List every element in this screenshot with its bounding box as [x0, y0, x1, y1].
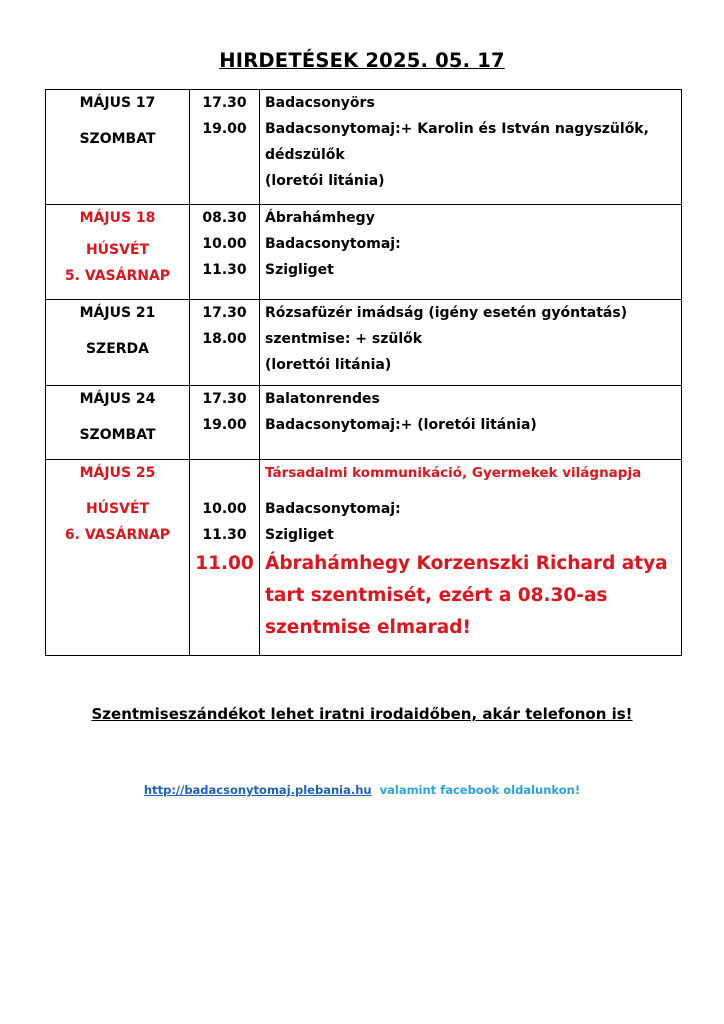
- time-cell: [190, 300, 260, 386]
- table-row: [46, 205, 682, 300]
- schedule-table: [45, 89, 682, 656]
- event-header-line: Társadalmi kommunikáció, Gyermekek világnapja: [265, 465, 642, 481]
- website-line: [0, 783, 724, 797]
- website-suffix: valamint facebook oldalunkon!: [371, 783, 581, 797]
- event-line: Szigliget: [265, 527, 334, 543]
- weekday-label: SZERDA: [85, 341, 150, 357]
- event-line: (loretói litánia): [265, 173, 385, 189]
- event-line: Badacsonytomaj:: [265, 501, 401, 517]
- date-label: MÁJUS 17: [79, 95, 156, 111]
- time-cell: [190, 90, 260, 205]
- holiday-label: HÚSVÉT: [85, 501, 150, 517]
- time-value-highlight: 11.00: [195, 553, 254, 574]
- event-line-highlight: szentmise elmarad!: [265, 617, 471, 638]
- event-line: Badacsonytomaj:+ (loretói litánia): [265, 417, 537, 433]
- table-row: [46, 386, 682, 460]
- time-value: 17.30: [202, 305, 247, 321]
- event-cell: [260, 300, 682, 386]
- date-label: MÁJUS 18: [79, 210, 156, 226]
- event-line-highlight: tart szentmisét, ezért a 08.30-as: [265, 585, 608, 606]
- weekday-label: SZOMBAT: [79, 427, 156, 443]
- time-cell: [190, 386, 260, 460]
- holiday-label: HÚSVÉT: [85, 242, 150, 258]
- time-value: 10.00: [202, 501, 247, 517]
- event-cell: [260, 460, 682, 656]
- event-line: Szigliget: [265, 262, 334, 278]
- event-line: Ábrahámhegy: [265, 210, 375, 226]
- time-value: 17.30: [202, 95, 247, 111]
- table-row: [46, 90, 682, 205]
- event-line: Balatonrendes: [265, 391, 380, 407]
- event-line: Badacsonytomaj:+ Karolin és István nagyszülők,: [265, 121, 649, 137]
- time-value: 19.00: [202, 121, 247, 137]
- table-row: [46, 460, 682, 656]
- website-link[interactable]: http://badacsonytomaj.plebania.hu: [143, 783, 372, 797]
- day-cell: [46, 205, 190, 300]
- day-cell: [46, 386, 190, 460]
- time-value: 11.30: [202, 527, 247, 543]
- event-cell: [260, 386, 682, 460]
- event-cell: [260, 90, 682, 205]
- event-line: szentmise: + szülők: [265, 331, 423, 347]
- date-label: MÁJUS 21: [79, 305, 156, 321]
- page-title: HIRDETÉSEK 2025. 05. 17: [219, 49, 505, 72]
- event-line-highlight: Ábrahámhegy Korzenszki Richard atya: [265, 553, 668, 574]
- weekday-label: SZOMBAT: [79, 131, 156, 147]
- sunday-label: 6. VASÁRNAP: [64, 527, 171, 543]
- date-label: MÁJUS 25: [79, 465, 156, 481]
- time-value: 19.00: [202, 417, 247, 433]
- day-cell: [46, 90, 190, 205]
- day-cell: [46, 460, 190, 656]
- time-value: 17.30: [202, 391, 247, 407]
- time-value: 08.30: [202, 210, 247, 226]
- event-line: Badacsonyörs: [265, 95, 375, 111]
- event-line: Rózsafüzér imádság (igény esetén gyóntatás): [265, 305, 628, 321]
- event-line: dédszülők: [265, 147, 345, 163]
- time-value: 18.00: [202, 331, 247, 347]
- table-row: [46, 300, 682, 386]
- time-cell: [190, 460, 260, 656]
- date-label: MÁJUS 24: [79, 391, 156, 407]
- event-line: Badacsonytomaj:: [265, 236, 401, 252]
- time-value: 11.30: [202, 262, 247, 278]
- event-line: (lorettói litánia): [265, 357, 392, 373]
- day-cell: [46, 300, 190, 386]
- sunday-label: 5. VASÁRNAP: [64, 268, 171, 284]
- time-value: 10.00: [202, 236, 247, 252]
- event-cell: [260, 205, 682, 300]
- mass-intention-notice: Szentmiseszándékot lehet iratni irodaidőben, akár telefonon is!: [91, 705, 633, 723]
- time-cell: [190, 205, 260, 300]
